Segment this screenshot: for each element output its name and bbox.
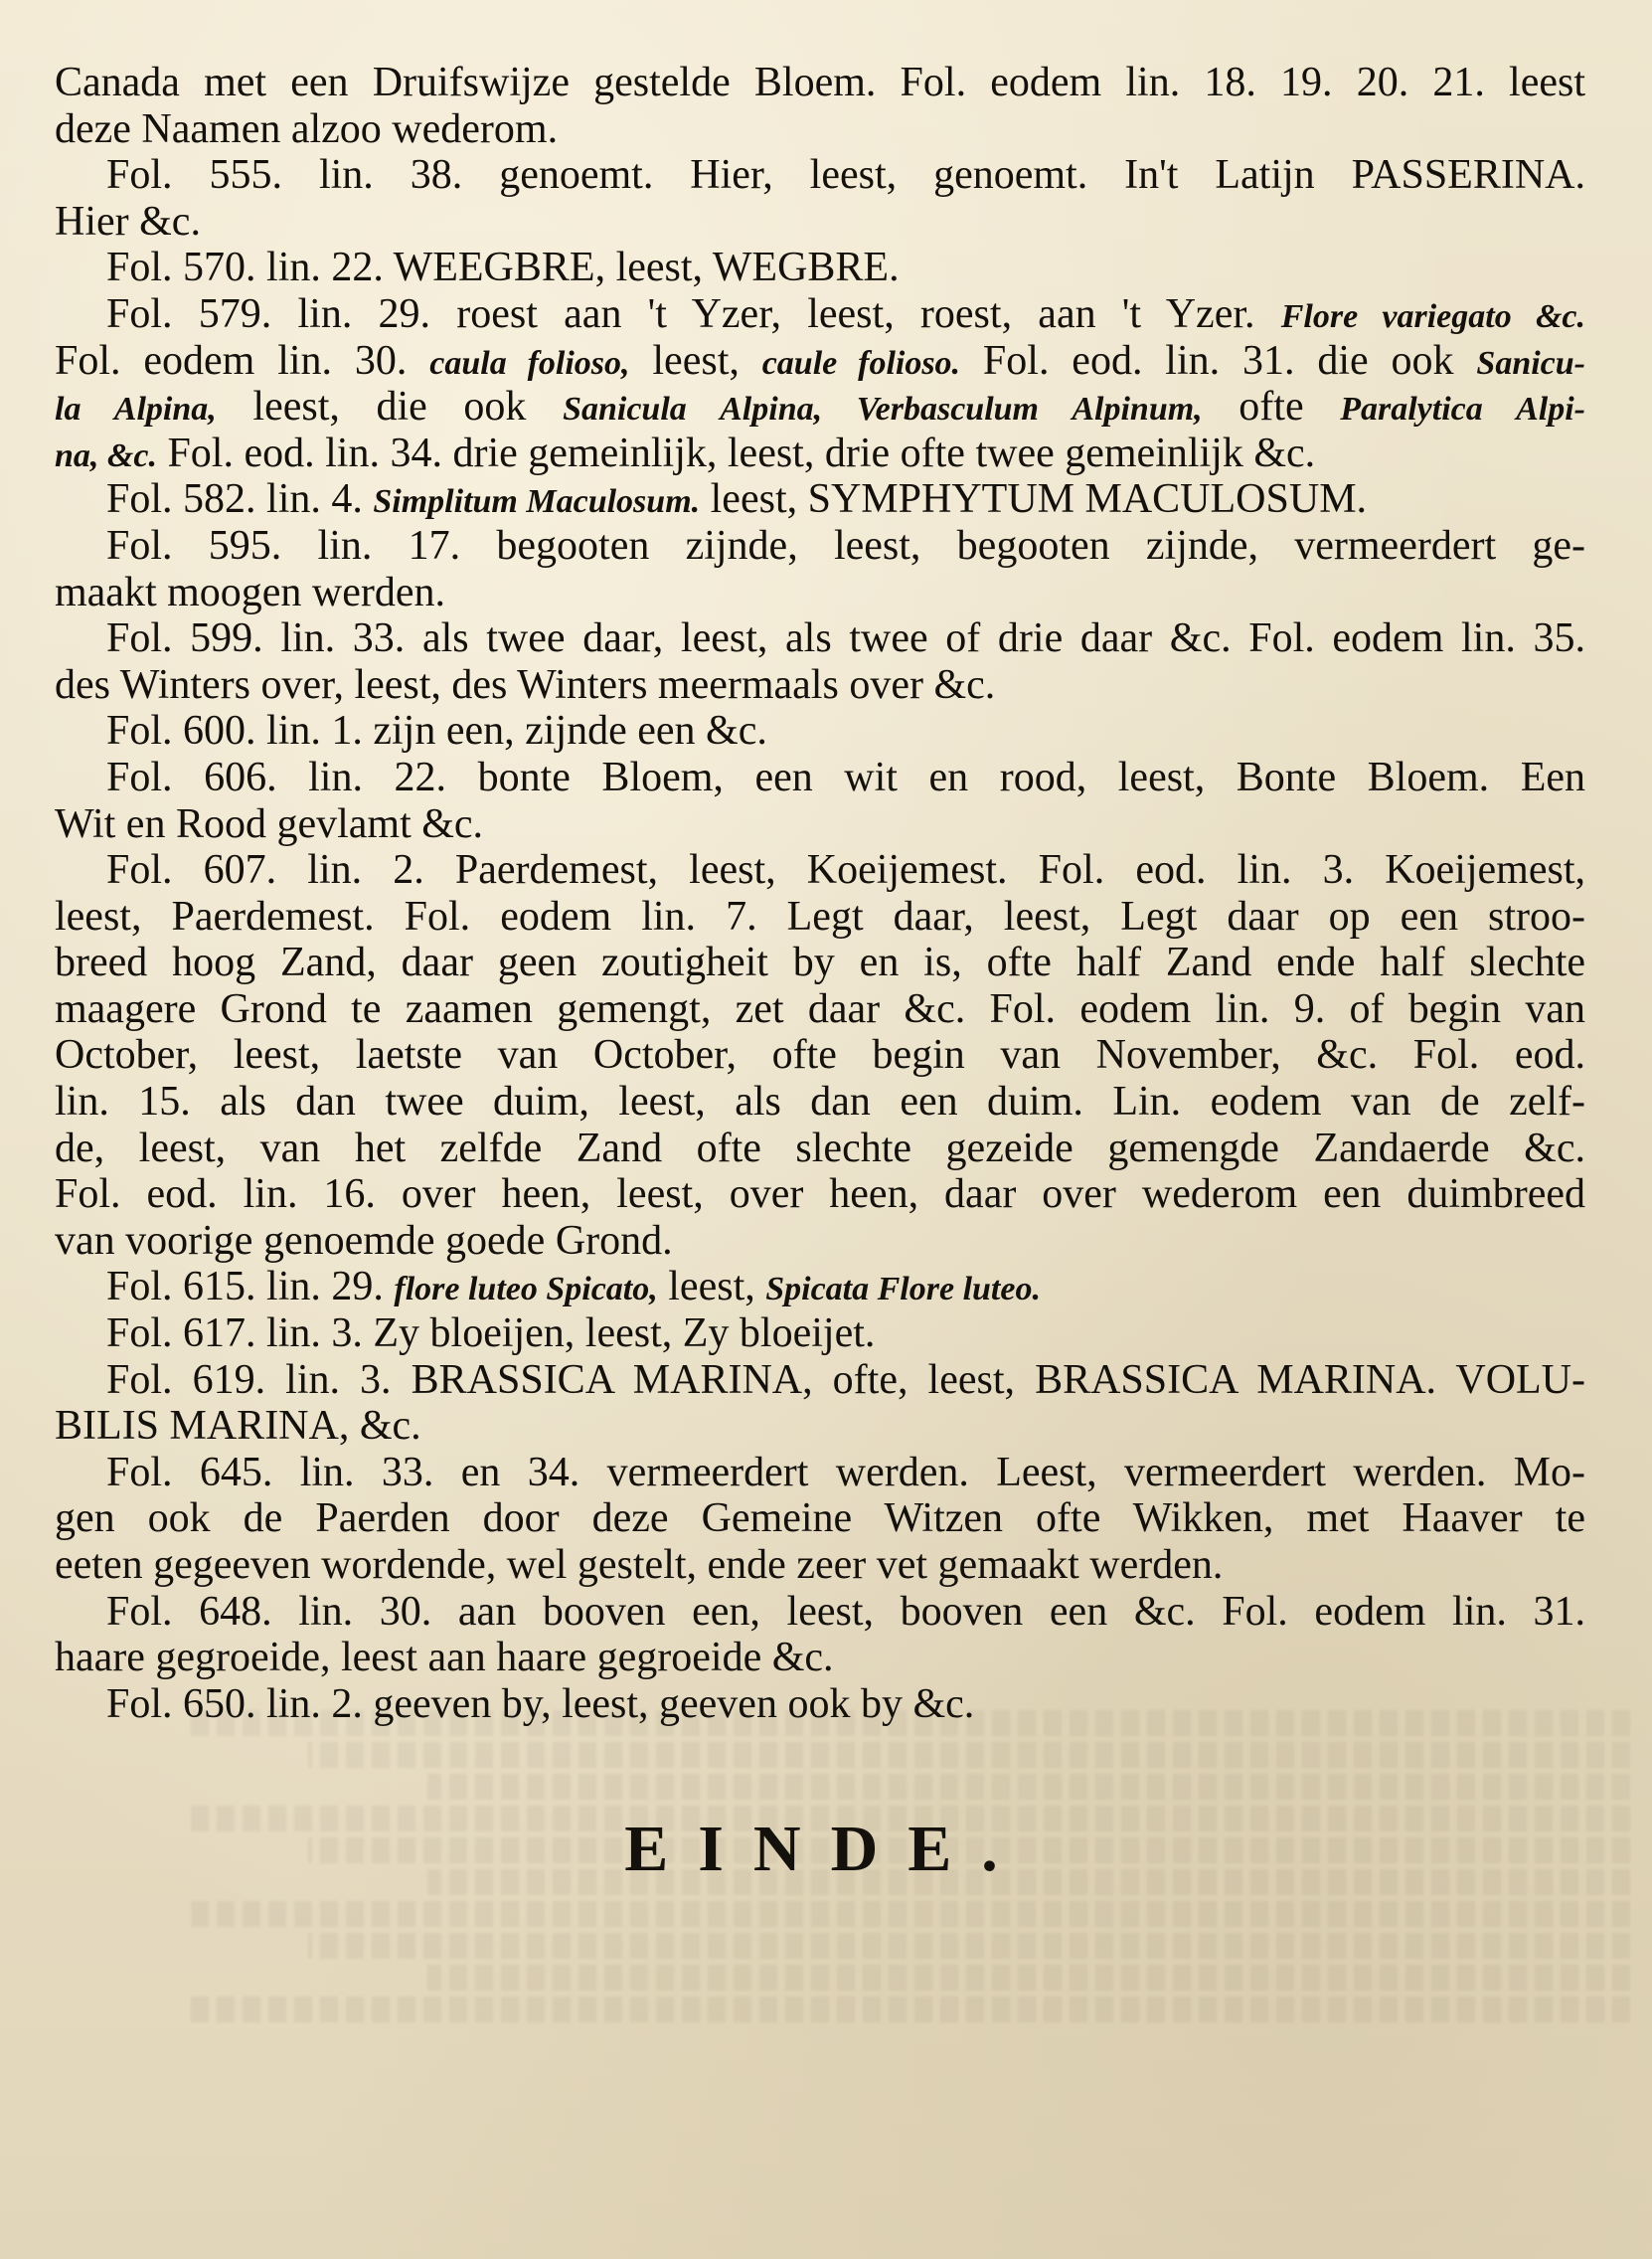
text-run: van voorige genoemde goede Grond. (55, 1217, 673, 1264)
text-run: de, leest, van het zelfde Zand ofte slechte gezeide gemengde Zandaerde &c. (55, 1125, 1585, 1171)
text-run: Fol. 650. lin. 2. geeven by, leest, geeven ook by &c. (106, 1680, 975, 1727)
text-run: Fol. 645. lin. 33. en 34. vermeerdert werden. Leest, vermeerdert werden. Mo- (106, 1449, 1585, 1495)
text-line (55, 1495, 1585, 1542)
text-line (55, 291, 1585, 338)
text-run: Fol. 615. lin. 29. (106, 1264, 395, 1310)
text-line (55, 106, 1585, 153)
text-line (55, 1264, 1585, 1310)
text-line (55, 1171, 1585, 1218)
text-line (55, 245, 1585, 291)
text-line (55, 986, 1585, 1033)
text-line (55, 1681, 1585, 1728)
text-line (55, 199, 1585, 246)
text-run: maakt moogen werden. (55, 569, 446, 615)
text-run: Fol. 595. lin. 17. begooten zijnde, leest, begooten zijnde, vermeerdert ge- (106, 522, 1585, 569)
text-run: Fol. eodem lin. 30. (55, 337, 430, 384)
text-line (55, 755, 1585, 801)
text-line (55, 1403, 1585, 1450)
text-line (55, 1542, 1585, 1589)
text-line (55, 1079, 1585, 1126)
text-run: Fol. 555. lin. 38. genoemt. Hier, leest, genoemt. In't Latijn PASSERINA. (106, 152, 1585, 199)
text-line (55, 847, 1585, 894)
text-run: gen ook de Paerden door deze Gemeine Witzen ofte Wikken, met Haaver te (55, 1495, 1585, 1542)
italic-run: caule folioso. (761, 344, 961, 382)
text-run: leest, (657, 1264, 766, 1310)
text-line (55, 152, 1585, 199)
text-line (55, 60, 1585, 106)
italic-run: caula folioso, (429, 344, 630, 382)
text-run: Fol. 606. lin. 22. bonte Bloem, een wit en rood, leest, Bonte Bloem. Een (106, 754, 1585, 800)
text-line (55, 708, 1585, 755)
text-run: Hier &c. (55, 198, 201, 245)
text-run: leest, Paerdemest. Fol. eodem lin. 7. Legt daar, leest, Legt daar op een stroo- (55, 893, 1585, 940)
text-line (55, 1589, 1585, 1636)
text-line (55, 570, 1585, 616)
text-line (55, 1450, 1585, 1496)
text-run: leest, (629, 337, 762, 384)
text-run: leest, die ook (216, 384, 564, 431)
text-run: des Winters over, leest, des Winters meermaals over &c. (55, 661, 996, 708)
text-run: Fol. eod. lin. 34. drie gemeinlijk, leest, drie ofte twee gemeinlijk &c. (156, 430, 1316, 476)
text-line (55, 476, 1585, 523)
text-run: ofte (1202, 384, 1341, 431)
text-line (55, 940, 1585, 986)
italic-run: flore luteo Spicato, (394, 1271, 658, 1308)
text-run: Canada met een Druifswijze gestelde Bloem. Fol. eodem lin. 18. 19. 20. 21. leest (55, 60, 1585, 105)
text-run: maagere Grond te zaamen gemengt, zet daar &c. Fol. eodem lin. 9. of begin van (55, 985, 1585, 1032)
text-run: eeten gegeeven wordende, wel gestelt, ende zeer vet gemaakt werden. (55, 1542, 1224, 1588)
text-line (55, 615, 1585, 662)
show-through-text (40, 1710, 1630, 2227)
text-run: BILIS MARINA, &c. (55, 1403, 421, 1450)
text-line (55, 338, 1585, 385)
text-line (55, 384, 1585, 431)
text-run: leest, SYMPHYTUM MACULOSUM. (700, 476, 1368, 523)
text-run: Fol. 582. lin. 4. (106, 476, 374, 523)
text-run: lin. 15. als dan twee duim, leest, als dan een duim. Lin. eodem van de zelf- (55, 1079, 1585, 1126)
italic-run: Spicata Flore luteo. (765, 1271, 1041, 1308)
text-run: Fol. 570. lin. 22. WEEGBRE, leest, WEGBRE. (106, 245, 900, 291)
text-line (55, 1357, 1585, 1404)
text-line (55, 1635, 1585, 1681)
text-line (55, 1126, 1585, 1172)
text-run: Fol. 600. lin. 1. zijn een, zijnde een &c. (106, 708, 767, 755)
text-line (55, 1032, 1585, 1079)
einde-heading: EINDE. (624, 1813, 1028, 1885)
italic-run: na, &c. (55, 436, 157, 474)
text-line (55, 801, 1585, 848)
text-run: Fol. eod. lin. 16. over heen, leest, over heen, daar over wederom een duimbreed (55, 1171, 1585, 1218)
text-line (55, 894, 1585, 941)
text-line (55, 1218, 1585, 1265)
text-run: Fol. 617. lin. 3. Zy bloeijen, leest, Zy bloeijet. (106, 1310, 876, 1357)
errata-text-block (55, 60, 1585, 1727)
text-run: Fol. 599. lin. 33. als twee daar, leest, als twee of drie daar &c. Fol. eodem lin. 35. (106, 615, 1585, 662)
text-run: breed hoog Zand, daar geen zoutigheit by en is, ofte half Zand ende half slechte (55, 940, 1585, 986)
text-line (55, 431, 1585, 477)
text-line (55, 523, 1585, 570)
text-run: haare gegroeide, leest aan haare gegroeide &c. (55, 1635, 834, 1681)
text-line (55, 662, 1585, 709)
italic-run: la Alpina, (55, 391, 217, 429)
text-run: Fol. eod. lin. 31. die ook (960, 337, 1477, 384)
text-run: October, leest, laetste van October, ofte begin van November, &c. Fol. eod. (55, 1032, 1585, 1079)
italic-run: Simplitum Maculosum. (373, 483, 701, 521)
text-line (55, 1310, 1585, 1357)
text-run: Fol. 619. lin. 3. BRASSICA MARINA, ofte, leest, BRASSICA MARINA. VOLU- (106, 1356, 1585, 1403)
text-run: Fol. 648. lin. 30. aan booven een, leest, booven een &c. Fol. eodem lin. 31. (106, 1588, 1585, 1635)
text-run: Fol. 607. lin. 2. Paerdemest, leest, Koeijemest. Fol. eod. lin. 3. Koeijemest, (106, 847, 1585, 894)
italic-run: Sanicula Alpina, Verbasculum Alpinum, (563, 391, 1203, 429)
italic-run: Sanicu- (1476, 344, 1585, 382)
text-run: Wit en Rood gevlamt &c. (55, 800, 484, 847)
text-run: deze Naamen alzoo wederom. (55, 105, 559, 152)
italic-run: Flore variegato &c. (1280, 297, 1585, 335)
text-run: Fol. 579. lin. 29. roest aan 't Yzer, leest, roest, aan 't Yzer. (106, 290, 1281, 337)
italic-run: Paralytica Alpi- (1340, 391, 1586, 429)
